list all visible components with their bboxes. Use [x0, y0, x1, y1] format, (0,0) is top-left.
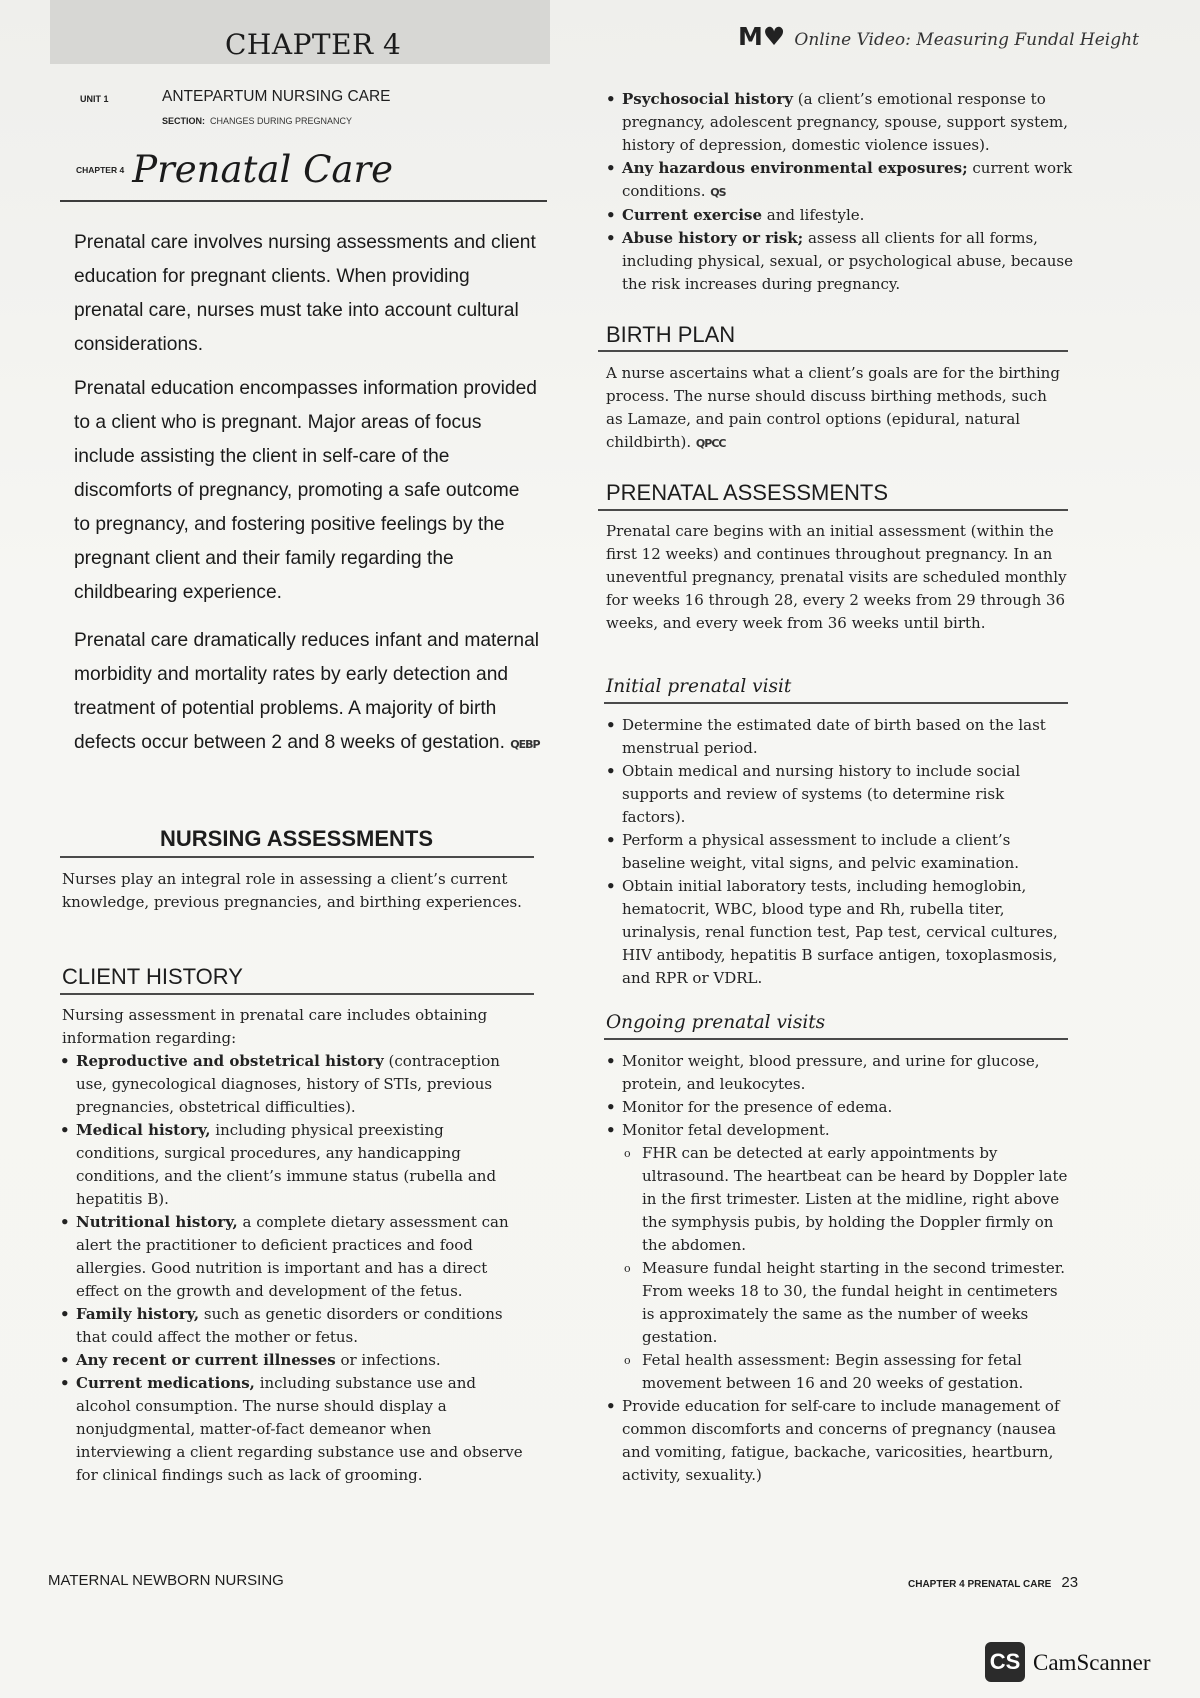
intro-paragraph-3	[74, 624, 540, 762]
list-item	[58, 1211, 528, 1303]
list-item: • Determine the estimated date of birth based on the last menstrual period.	[604, 714, 1068, 760]
item-bold-lead: Family history,	[76, 1305, 200, 1323]
item-bold-lead: Any recent or current illnesses	[76, 1351, 336, 1369]
item-text: including substance use and alcohol consumption. The nurse should display a nonjudgmental, matter-of-fact demeanor when interviewing a client regarding substance use and observe for clinical findings such as lack of grooming.	[76, 1374, 523, 1484]
nursing-assessments-heading: NURSING ASSESSMENTS	[160, 826, 434, 851]
media-play-icon: M♥	[738, 22, 786, 51]
item-text: a complete dietary assessment can alert the practitioner to deficient practices and food allergies. Good nutrition is important and has a direct effect on the growth and development of the fetus.	[76, 1213, 509, 1300]
camscanner-logo-icon	[985, 1642, 1025, 1682]
list-item	[604, 227, 1074, 296]
pcc-marker-icon: QPCC	[695, 437, 726, 450]
unit-title: ANTEPARTUM NURSING CARE	[162, 88, 391, 105]
unit-label: UNIT 1	[80, 94, 109, 104]
footer-chapter-ref	[908, 1574, 1078, 1591]
client-history-list-continued	[604, 88, 1074, 296]
section-title: CHANGES DURING PREGNANCY	[210, 116, 353, 126]
item-text: such as genetic disorders or conditions that could affect the mother or fetus.	[76, 1305, 503, 1346]
client-history-intro: Nursing assessment in prenatal care includes obtaining information regarding:	[62, 1006, 488, 1047]
chapter-tab-label: CHAPTER 4	[225, 28, 402, 61]
section-label: SECTION:	[162, 116, 206, 126]
item-bold-lead: Nutritional history,	[76, 1213, 238, 1231]
online-video-label: Online Video: Measuring Fundal Height	[794, 30, 1139, 50]
initial-visit-list	[604, 714, 1068, 990]
item-text: (contraception use, gynecological diagnoses, history of STIs, previous pregnancies, obstetrical difficulties).	[76, 1052, 500, 1116]
fetal-development-sublist	[622, 1142, 1068, 1395]
list-item	[604, 157, 1074, 204]
chapter-tab	[50, 0, 550, 64]
chapter-title: Prenatal Care	[132, 148, 394, 191]
camscanner-watermark	[985, 1642, 1165, 1684]
intro-paragraph-2: Prenatal education encompasses information provided to a client who is pregnant. Major areas of focus include assisting the client in self-care of the discomforts of pregnancy, promoting a safe outcome to pregnancy, and fostering positive feelings by the pregnant client and their family regarding the childbearing experience.	[74, 378, 537, 603]
initial-visit-heading: Initial prenatal visit	[606, 676, 792, 697]
client-history-heading: CLIENT HISTORY	[62, 964, 243, 989]
list-item: • Monitor for the presence of edema.	[604, 1096, 1068, 1119]
prenatal-assessments-rule	[598, 509, 1068, 511]
list-item	[604, 1119, 1068, 1395]
list-item	[58, 1349, 528, 1372]
item-bold-lead: Psychosocial history	[622, 90, 794, 108]
item-text: or infections.	[335, 1351, 441, 1369]
item-text: (a client’s emotional response to pregnancy, adolescent pregnancy, spouse, support system, history of depression, domestic violence issues).	[622, 90, 1068, 154]
prenatal-assessments-heading: PRENATAL ASSESSMENTS	[606, 480, 889, 505]
list-item	[604, 204, 1074, 227]
item-text: including physical preexisting conditions, surgical procedures, any handicapping conditions, and the client’s immune status (rubella and hepatitis B).	[76, 1121, 497, 1208]
camscanner-name: CamScanner	[1033, 1650, 1151, 1675]
birth-plan-heading: BIRTH PLAN	[606, 322, 736, 347]
list-item	[58, 1372, 528, 1487]
footer-book-title: MATERNAL NEWBORN NURSING	[48, 1572, 284, 1589]
list-item	[604, 88, 1074, 157]
ongoing-visits-list	[604, 1050, 1068, 1487]
item-bold-lead: Reproductive and obstetrical history	[76, 1052, 384, 1070]
list-item	[58, 1119, 528, 1211]
list-item	[58, 1303, 528, 1349]
sub-list-item: o Fetal health assessment: Begin assessing for fetal movement between 16 and 20 weeks of gestation.	[622, 1349, 1068, 1395]
chapter-heading	[76, 148, 393, 191]
camscanner-logo-text: CS	[989, 1649, 1021, 1674]
initial-visit-rule	[604, 702, 1068, 704]
list-item: • Obtain medical and nursing history to include social supports and review of systems (to determine risk factors).	[604, 760, 1068, 829]
birth-plan-body: A nurse ascertains what a client’s goals are for the birthing process. The nurse should discuss birthing methods, such as Lamaze, and pain control options (epidural, natural childbirth).	[606, 364, 1060, 451]
birth-plan-rule	[598, 350, 1068, 352]
title-rule	[60, 200, 547, 202]
online-video-link[interactable]	[738, 22, 1158, 52]
item-text: assess all clients for all forms, including physical, sexual, or psychological abuse, because the risk increases during pregnancy.	[622, 229, 1073, 293]
item-bold-lead: Any hazardous environmental exposures;	[622, 159, 968, 177]
safety-marker-icon: QS	[710, 186, 726, 199]
item-text: current work conditions.	[622, 159, 1073, 200]
section-line	[162, 116, 352, 126]
nursing-assessments-rule	[60, 856, 534, 858]
list-item: • Obtain initial laboratory tests, including hemoglobin, hematocrit, WBC, blood type and Rh, rubella titer, urinalysis, renal function test, Pap test, cervical cultures, HIV antibody, hepatitis B surface antigen, toxoplasmosis, and RPR or VDRL.	[604, 875, 1068, 990]
list-item: • Perform a physical assessment to include a client’s baseline weight, vital signs, and pelvic examination.	[604, 829, 1068, 875]
nursing-assessments-text: Nurses play an integral role in assessing a client’s current knowledge, previous pregnancies, and birthing experiences.	[62, 870, 522, 911]
item-text: Monitor fetal development.	[622, 1121, 830, 1139]
sub-list-item: o FHR can be detected at early appointments by ultrasound. The heartbeat can be heard by Doppler late in the first trimester. Listen at the midline, right above the symphysis pubis, by holding the Doppler firmly on the abdomen.	[622, 1142, 1068, 1257]
list-item	[58, 1050, 528, 1119]
intro-paragraph-3-text: Prenatal care dramatically reduces infant and maternal morbidity and mortality rates by early detection and treatment of potential problems. A majority of birth defects occur between 2 and 8 weeks of gestation.	[74, 630, 540, 753]
list-item: • Provide education for self-care to include management of common discomforts and concerns of pregnancy (nausea and vomiting, fatigue, backache, varicosities, heartburn, activity, sexuality.)	[604, 1395, 1068, 1487]
list-item: • Monitor weight, blood pressure, and urine for glucose, protein, and leukocytes.	[604, 1050, 1068, 1096]
sub-list-item: o Measure fundal height starting in the second trimester. From weeks 18 to 30, the fundal height in centimeters is approximately the same as the number of weeks gestation.	[622, 1257, 1068, 1349]
ebp-marker-icon: QEBP	[510, 738, 540, 751]
client-history-list	[58, 1050, 528, 1487]
intro-paragraph-1: Prenatal care involves nursing assessments and client education for pregnant clients. When providing prenatal care, nurses must take into account cultural considerations.	[74, 232, 536, 355]
client-history-rule	[60, 993, 534, 995]
prenatal-assessments-text: Prenatal care begins with an initial assessment (within the first 12 weeks) and continues throughout pregnancy. In an uneventful pregnancy, prenatal visits are scheduled monthly for weeks 16 through 28, every 2 weeks from 29 through 36 weeks, and every week from 36 weeks until birth.	[606, 522, 1067, 632]
item-bold-lead: Medical history,	[76, 1121, 211, 1139]
item-bold-lead: Current medications,	[76, 1374, 255, 1392]
item-text: and lifestyle.	[762, 206, 865, 224]
ongoing-visits-heading: Ongoing prenatal visits	[606, 1012, 826, 1033]
page-number: 23	[1061, 1574, 1079, 1591]
footer-chapter-label: CHAPTER 4 PRENATAL CARE	[908, 1579, 1052, 1590]
birth-plan-text	[606, 362, 1066, 455]
ongoing-visits-rule	[604, 1038, 1068, 1040]
item-bold-lead: Current exercise	[622, 206, 763, 224]
chapter-label: CHAPTER 4	[76, 164, 125, 175]
item-bold-lead: Abuse history or risk;	[622, 229, 804, 247]
